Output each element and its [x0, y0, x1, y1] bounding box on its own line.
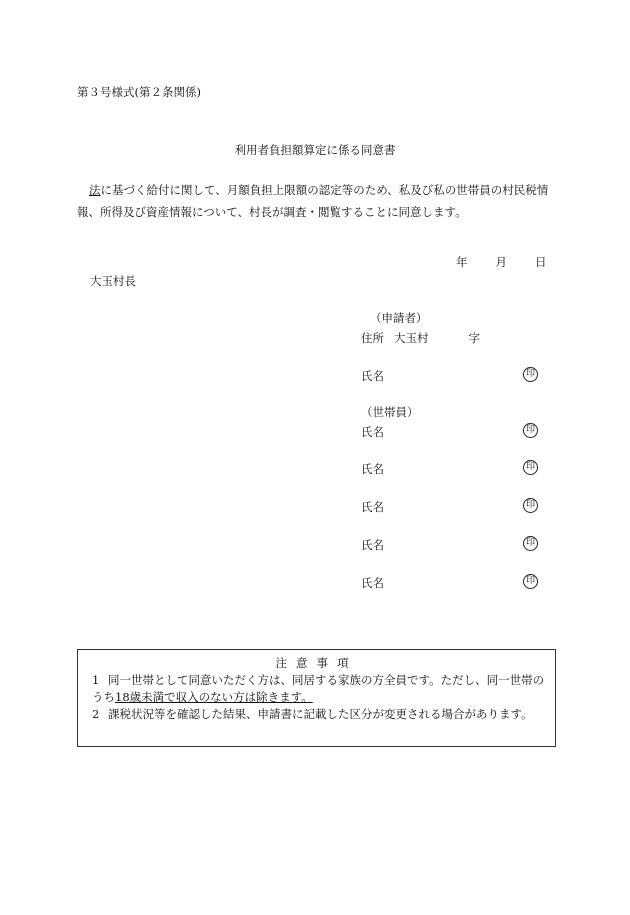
applicant-name-label: 氏名 — [361, 369, 384, 383]
note-number: 2 — [92, 707, 100, 721]
household-member-seal-icon: 印 — [523, 423, 538, 438]
law-reference: 法 — [89, 183, 101, 197]
addressee: 大玉村長 — [90, 274, 136, 288]
note-number: 1 — [92, 673, 100, 687]
date-year-label: 年 — [456, 255, 468, 269]
notes-title: 注意事項 — [275, 656, 358, 670]
note-item — [92, 706, 547, 723]
consent-text: に基づく給付に関して、月額負担上限額の認定等のため、私及び私の世帯員の村民税情報、所得及び資産情報について、村長が調査・閲覧することに同意します。 — [77, 183, 549, 219]
notes-box — [77, 649, 556, 747]
household-member-name-label: 氏名 — [361, 538, 384, 552]
household-member-seal-icon: 印 — [523, 460, 538, 475]
consent-statement — [77, 179, 557, 223]
household-member-name-label: 氏名 — [361, 576, 384, 590]
household-member-seal-icon: 印 — [523, 498, 538, 513]
note-underlined-text: 18歳未満で収入のない方は除きます。 — [115, 690, 313, 704]
household-member-name-label: 氏名 — [361, 500, 384, 514]
date-day-label: 日 — [535, 255, 547, 269]
address-label: 住所 — [361, 331, 384, 345]
applicant-seal-icon: 印 — [523, 367, 538, 382]
document-title: 利用者負担額算定に係る同意書 — [234, 143, 396, 157]
applicant-address-line — [361, 330, 480, 346]
household-label: （世帯員） — [361, 405, 419, 419]
applicant-label: （申請者） — [370, 311, 428, 325]
household-member-name-label: 氏名 — [361, 462, 384, 476]
note-text: 同一世帯として同意いただく方は、同居する家族の方全員です。ただし、同一世帯のうち — [92, 673, 545, 704]
date-line — [456, 254, 547, 270]
household-member-name-label: 氏名 — [361, 425, 384, 439]
household-member-seal-icon: 印 — [523, 536, 538, 551]
note-text: 課税状況等を確認した結果、申請書に記載した区分が変更される場合があります。 — [108, 707, 533, 721]
date-month-label: 月 — [495, 255, 507, 269]
form-number: 第３号様式(第２条関係) — [77, 85, 201, 99]
aza-label: 字 — [468, 331, 480, 345]
household-member-seal-icon: 印 — [523, 574, 538, 589]
village-name: 大玉村 — [394, 331, 429, 345]
note-item — [92, 672, 547, 706]
